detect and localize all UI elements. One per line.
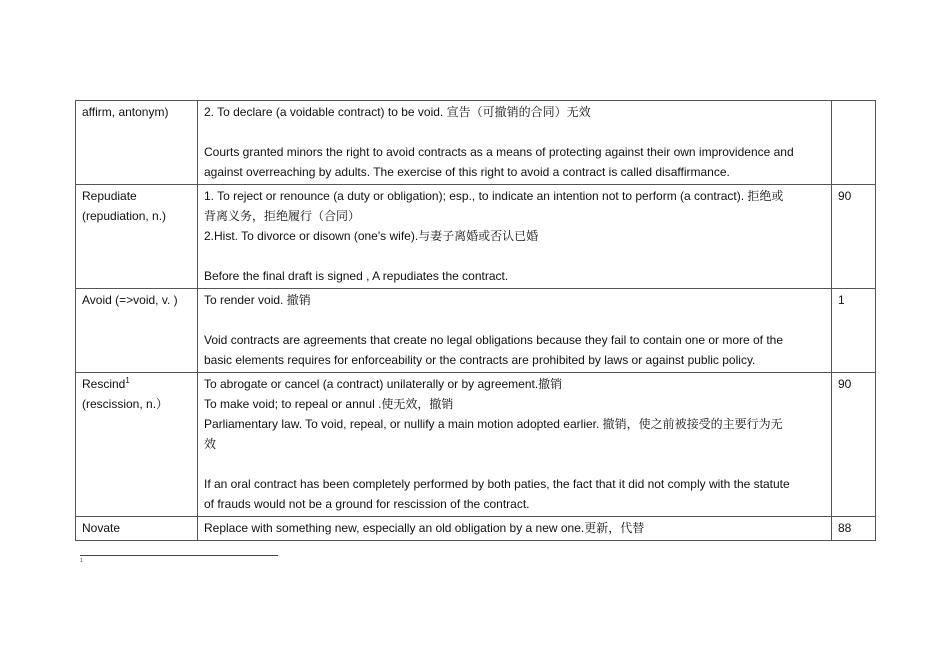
term-line: affirm, antonym) (82, 105, 169, 119)
number-cell: 90 (832, 373, 876, 517)
example-line: basic elements requires for enforceability or the contracts are prohibited by laws or against public policy. (204, 353, 756, 367)
definition-line: Replace with something new, especially an old obligation by a new one.更新，代替 (204, 521, 645, 535)
definition-cell (198, 373, 832, 517)
definition-line: To make void; to repeal or annul .使无效，撤销 (204, 397, 454, 411)
table-row (76, 185, 876, 289)
number-cell: 1 (832, 289, 876, 373)
definition-cell (198, 101, 832, 185)
term-cell (76, 373, 198, 517)
definition-cell (198, 289, 832, 373)
table-row (76, 101, 876, 185)
definition-line: 2. To declare (a voidable contract) to be void. 宣告（可撤销的合同）无效 (204, 105, 591, 119)
number-cell (832, 101, 876, 185)
footnote-reference[interactable]: 1 (125, 376, 130, 385)
definition-line: 2.Hist. To divorce or disown (one's wife).与妻子离婚或否认已婚 (204, 229, 539, 243)
example-line: against overreaching by adults. The exercise of this right to avoid a contract is called disaffirmance. (204, 165, 730, 179)
definition-line: 效 (204, 437, 217, 451)
term-line: Avoid (=>void, v. ) (82, 293, 178, 307)
term-cell (76, 517, 198, 541)
definition-line: 背离义务，拒绝履行（合同） (204, 209, 361, 223)
example-line: Before the final draft is signed , A repudiates the contract. (204, 269, 509, 283)
term-cell (76, 101, 198, 185)
definition-cell (198, 185, 832, 289)
spacer (204, 454, 826, 474)
term-line (82, 374, 192, 394)
spacer (204, 122, 826, 142)
definition-line: To abrogate or cancel (a contract) unilaterally or by agreement.撤销 (204, 377, 563, 391)
example-line: of frauds would not be a ground for rescission of the contract. (204, 497, 530, 511)
definition-line: To render void. 撤销 (204, 293, 311, 307)
term-line: (rescission, n.） (82, 397, 169, 411)
example-line: If an oral contract has been completely performed by both paties, the fact that it did not comply with the statute (204, 477, 790, 491)
term-text: Rescind (82, 377, 126, 391)
table-row (76, 517, 876, 541)
term-line: Novate (82, 521, 121, 535)
table-row (76, 289, 876, 373)
term-cell (76, 289, 198, 373)
definition-line: Parliamentary law. To void, repeal, or nullify a main motion adopted earlier. 撤销，使之前被接受的主要行为无 (204, 417, 783, 431)
term-line: Repudiate (82, 189, 137, 203)
table-row (76, 373, 876, 517)
footnote-mark: 1 (80, 558, 83, 564)
example-line: Courts granted minors the right to avoid contracts as a means of protecting against their own improvidence and (204, 145, 794, 159)
spacer (204, 246, 826, 266)
example-line: Void contracts are agreements that create no legal obligations because they fail to contain one or more of the (204, 333, 784, 347)
spacer (204, 310, 826, 330)
footnote-separator (80, 555, 278, 556)
number-cell: 88 (832, 517, 876, 541)
glossary-table (75, 100, 876, 541)
number-cell: 90 (832, 185, 876, 289)
definition-line: 1. To reject or renounce (a duty or obligation); esp., to indicate an intention not to perform (a contract). 拒绝或 (204, 189, 784, 203)
term-cell (76, 185, 198, 289)
definition-cell (198, 517, 832, 541)
term-line: (repudiation, n.) (82, 209, 167, 223)
